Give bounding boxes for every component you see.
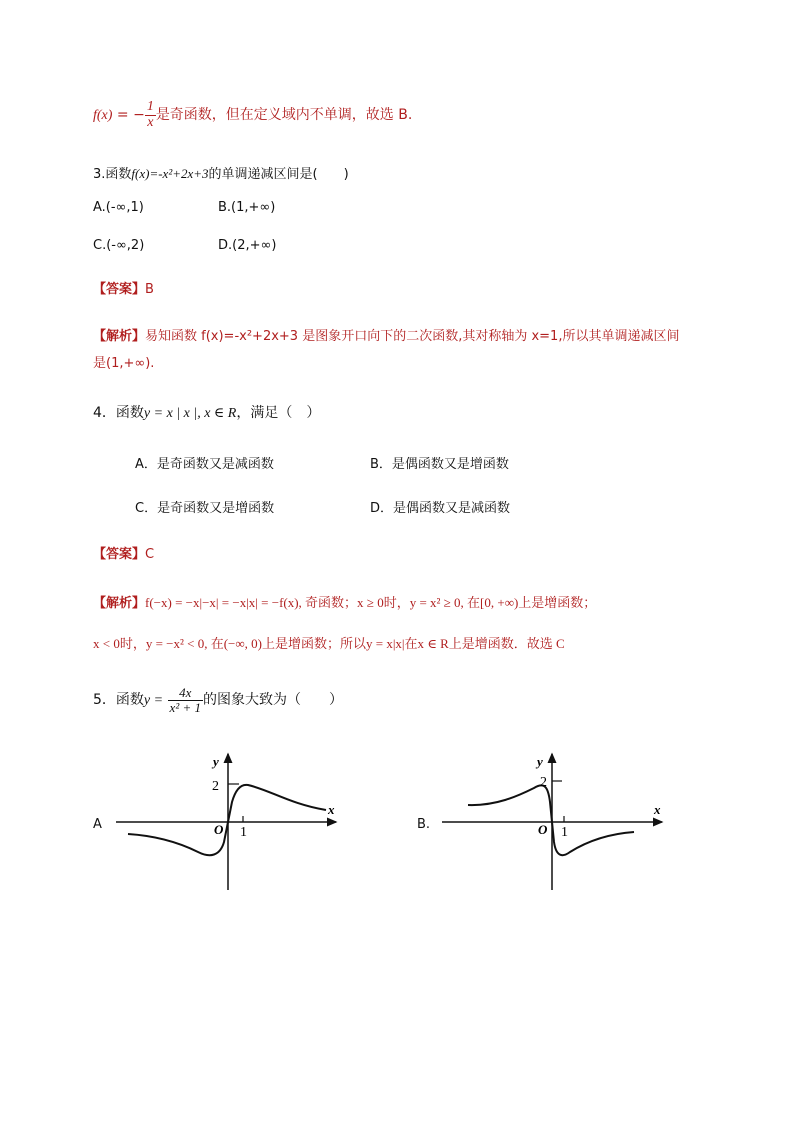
graph-b [436,748,672,893]
prev-conclusion-text: 是奇函数，但在定义域内不单调，故选 B. [155,107,413,124]
q3-answer [93,278,154,297]
prev-func: f(x) [93,108,113,124]
graph-b-y-label: y [537,754,543,769]
q3-answer-tag: 【答案】 [93,282,146,297]
graph-a-y-label: y [213,754,219,769]
q3-answer-value: B [145,282,154,297]
graph-a-tick-y-label: 2 [212,779,219,794]
q4-option-a: A．是奇函数又是减函数 [135,457,274,472]
q4-stem: 4．函数y = x | x |, x ∈ R，满足（ ） [93,405,321,421]
q3-option-b: B.(1,+∞) [218,200,276,215]
q4-option-d: D．是偶函数又是减函数 [370,501,511,516]
q4-analysis-line1: 【解析】f(−x) = −x|−x| = −x|x| = −f(x), 奇函数；x ≥ 0时，y = x² ≥ 0, 在[0, +∞)上是增函数； [93,595,597,611]
q4-option-b: B．是偶函数又是增函数 [370,457,509,472]
graph-b-tick-x-label: 1 [561,825,568,840]
graph-b-tick-y-label: 2 [540,775,547,790]
q3-analysis-line2: 是(1,+∞). [93,356,155,371]
prev-conclusion: f(x) = − $\frac{1}{x}$ 是奇函数，但在定义域内不单调，故选 B. [93,99,413,130]
graph-a-curve [128,785,326,855]
prev-fraction: $\frac{1}{x}$ [146,99,154,130]
graph-b-x-label: x [654,802,661,817]
q3-option-d: D.(2,+∞) [218,238,277,253]
q5-stem: 5．函数y = $\frac{4x}{\text{x² + 1}}$ 的图象大致为（ ） [93,685,343,715]
graph-a [110,748,346,893]
graph-a-origin: O [214,822,224,837]
graph-b-curve [468,785,634,855]
q4-answer: 【答案】C [93,547,155,562]
graph-b-label: B. [417,817,431,832]
q4-stem-math: y = x | x |, x ∈ R [143,406,237,421]
q3-analysis-line1: 【解析】易知函数 f(x)=-x²+2x+3 是图象开口向下的二次函数,其对称轴为 x=1,所以其单调递减区间 [93,329,680,344]
graph-a-label: A [93,817,102,832]
graph-b-origin: O [538,822,548,837]
q3-option-c: C.(-∞,2) [93,238,145,253]
graph-a-x-label: x [328,802,335,817]
q4-option-c: C．是奇函数又是增函数 [135,501,275,516]
q4-analysis-line2: x < 0时，y = −x² < 0, 在(−∞, 0)上是增函数；所以y = x|x|在x ∈ R上是增函数．故选 C [93,636,565,651]
q3-stem: 3.函数f(x)=-x²+2x+3的单调递减区间是( ) [93,166,349,182]
q5-fraction: $\frac{4x}{\text{x² + 1}}$ [169,685,201,715]
q3-option-a: A.(-∞,1) [93,200,144,215]
graph-a-tick-x-label: 1 [240,825,247,840]
